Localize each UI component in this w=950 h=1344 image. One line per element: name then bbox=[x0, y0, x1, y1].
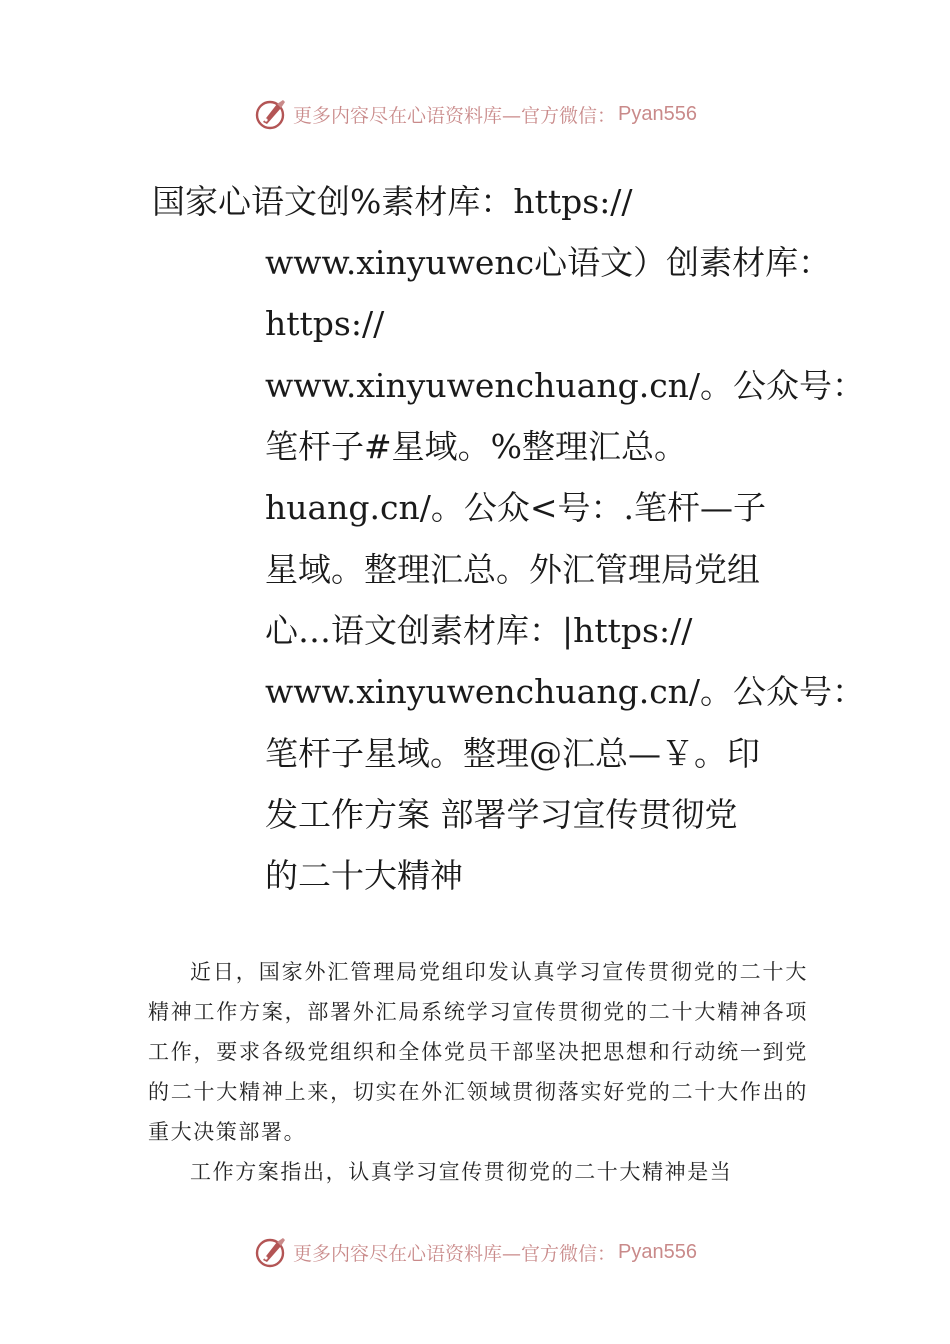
body-paragraph: 近日，国家外汇管理局党组印发认真学习宣传贯彻党的二十大精神工作方案，部署外汇局系统学习宣传贯彻党的二十大精神各项工作，要求各级党组织和全体党员干部坚决把思想和行动统一到党的二十大精神上来，切实在外汇领域贯彻落实好党的二十大作出的重大决策部署。 bbox=[148, 960, 808, 1144]
pen-nib-logo-icon bbox=[253, 96, 289, 132]
heading-line: www.xinyuwenc心语文）创素材库： bbox=[265, 243, 832, 282]
banner-text: 更多内容尽在心语资料库—官方微信： bbox=[293, 1242, 617, 1265]
pen-nib-logo-icon bbox=[253, 1234, 289, 1270]
heading-line: 发工作方案 部署学习宣传贯彻党 bbox=[265, 795, 738, 834]
footer-banner bbox=[0, 1232, 950, 1272]
heading-line: https:// bbox=[265, 304, 385, 343]
banner-wechat-id: Pyan556 bbox=[618, 102, 697, 125]
heading-line: 星域。整理汇总。外汇管理局党组 bbox=[265, 550, 760, 589]
heading-line: 笔杆子星域。整理@汇总—￥。印 bbox=[265, 734, 760, 773]
heading-line: www.xinyuwenchuang.cn/。公众号： bbox=[265, 672, 866, 711]
document-body bbox=[148, 952, 808, 1192]
heading-line: www.xinyuwenchuang.cn/。公众号： bbox=[265, 366, 866, 405]
banner-wechat-id: Pyan556 bbox=[618, 1240, 697, 1263]
heading-line: 笔杆子#星域。%整理汇总。 bbox=[265, 427, 688, 466]
header-banner bbox=[0, 94, 950, 134]
heading-line: 的二十大精神 bbox=[265, 856, 463, 895]
heading-line: 心…语文创素材库：|https:// bbox=[265, 611, 693, 650]
banner-text: 更多内容尽在心语资料库—官方微信： bbox=[293, 104, 617, 127]
body-paragraph: 工作方案指出，认真学习宣传贯彻党的二十大精神是当 bbox=[190, 1160, 733, 1184]
heading-line: 国家心语文创%素材库：https:// bbox=[152, 182, 633, 221]
heading-line: huang.cn/。公众<号：.笔杆—子 bbox=[265, 488, 767, 527]
